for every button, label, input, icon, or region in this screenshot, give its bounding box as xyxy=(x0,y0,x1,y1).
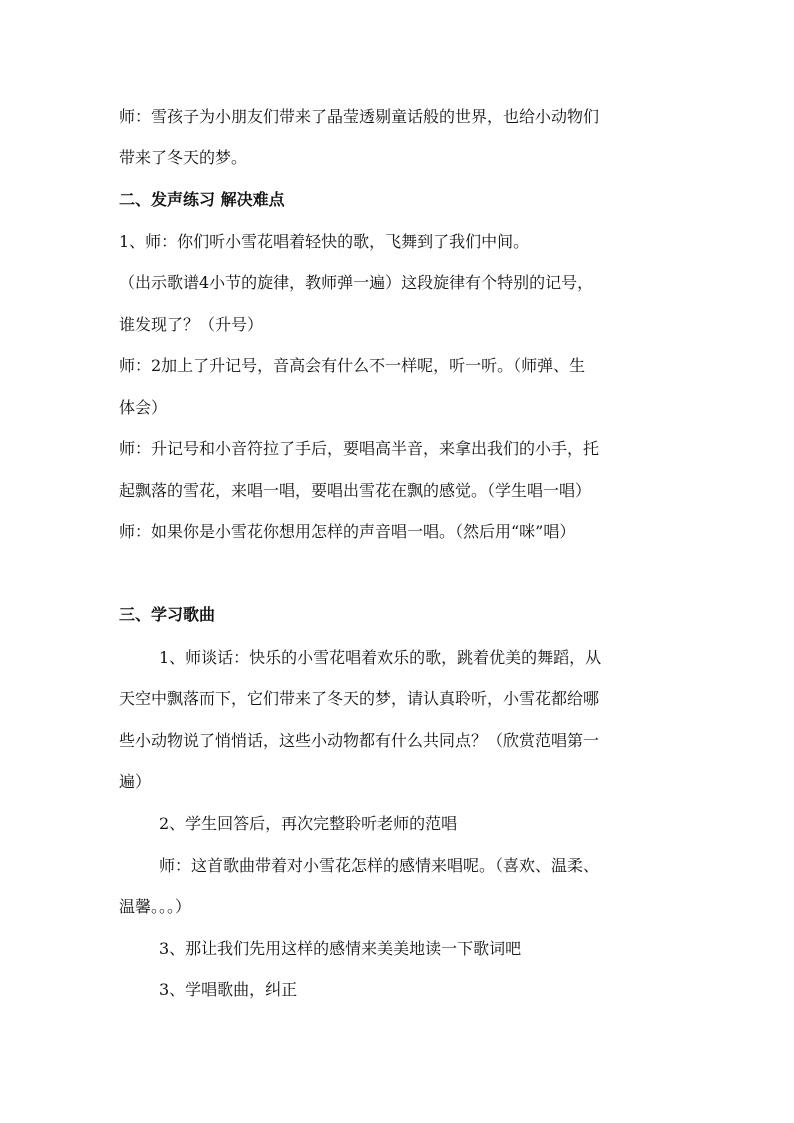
paragraph-line-8: 体会） xyxy=(119,398,168,417)
paragraph-line-2: 带来了冬天的梦。 xyxy=(119,148,248,167)
section-heading-2: 二、发声练习 解决难点 xyxy=(119,190,285,209)
paragraph-line-21: 3、学唱歌曲，纠正 xyxy=(159,980,298,999)
paragraph-line-5: （出示歌谱4小节的旋律，教师弹一遍）这段旋律有个特别的记号， xyxy=(119,273,594,292)
paragraph-line-20: 3、那让我们先用这样的感情来美美地读一下歌词吧 xyxy=(159,939,522,958)
paragraph-line-10: 起飘落的雪花，来唱一唱，要唱出雪花在飘的感觉。（学生唱一唱） xyxy=(119,481,592,500)
paragraph-line-19: 温馨。。。） xyxy=(119,897,192,916)
paragraph-line-11: 师：如果你是小雪花你想用怎样的声音唱一唱。（然后用“咪”唱） xyxy=(119,522,576,541)
paragraph-line-6: 谁发现了？（升号） xyxy=(119,315,264,334)
paragraph-line-17: 2、学生回答后，再次完整聆听老师的范唱 xyxy=(159,814,458,833)
paragraph-line-18: 师：这首歌曲带着对小雪花怎样的感情来唱呢。（喜欢、温柔、 xyxy=(159,856,600,875)
paragraph-line-13: 1、师谈话：快乐的小雪花唱着欢乐的歌，跳着优美的舞蹈，从 xyxy=(159,648,602,667)
paragraph-line-15: 些小动物说了悄悄话，这些小动物都有什么共同点？（欣赏范唱第一 xyxy=(119,731,600,750)
paragraph-line-1: 师：雪孩子为小朋友们带来了晶莹透剔童话般的世界，也给小动物们 xyxy=(119,107,600,126)
paragraph-line-7: 师：2加上了升记号，音高会有什么不一样呢，听一听。（师弹、生 xyxy=(119,356,586,375)
paragraph-line-16: 遍） xyxy=(119,772,152,791)
paragraph-line-4: 1、师：你们听小雪花唱着轻快的歌，飞舞到了我们中间。 xyxy=(119,232,530,251)
paragraph-line-9: 师：升记号和小音符拉了手后，要唱高半音，来拿出我们的小手，托 xyxy=(119,439,600,458)
paragraph-line-14: 天空中飘落而下，它们带来了冬天的梦，请认真聆听，小雪花都给哪 xyxy=(119,689,600,708)
section-heading-3: 三、学习歌曲 xyxy=(119,605,216,624)
